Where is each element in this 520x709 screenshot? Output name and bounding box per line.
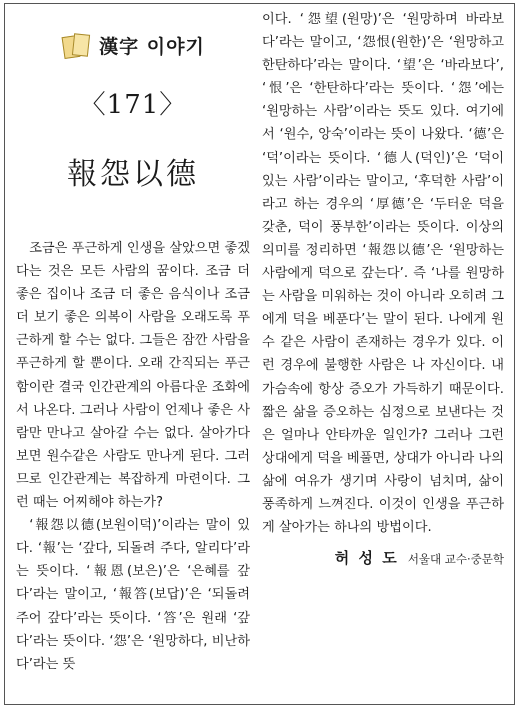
left-column xyxy=(16,14,250,676)
series-title: 漢字 이야기 xyxy=(99,35,205,58)
books-icon xyxy=(61,32,91,58)
author-affiliation: 서울대 교수·중문학 xyxy=(407,552,504,567)
body-text-left xyxy=(16,237,250,676)
author-name: 허 성 도 xyxy=(334,549,399,568)
right-column xyxy=(262,8,504,568)
paragraph-2-continued: 이다. ‘怨望(원망)’은 ‘원망하며 바라보다’라는 말이고, ‘怨恨(원한)’은 ‘원망하고 한탄하다’라는 말이다. ‘望’은 ‘바라보다’, ‘恨’은 ‘한탄하다’라는 뜻이다. ‘怨’에는 ‘원망하는 사람’이라는 뜻도 있다. 여기에서 ‘원수, 앙숙’이라는 뜻이 나왔다. ‘德’은 ‘덕’이라는 뜻이다. ‘德人(덕인)’은 ‘덕이 있는 사람’이라는 말이고, ‘후덕한 사람’이라고 하는 경우의 ‘厚德’은 ‘두터운 덕을 갖춘, 덕이 풍부한’이라는 뜻이다. 이상의 의미를 정리하면 ‘報怨以德’은 ‘원망하는 사람에게 덕으로 갚는다’. 즉 ‘나를 원망하는 사람을 미워하는 것이 아니라 오히려 그에게 덕을 베푼다’는 말이 된다. 나에게 원수 같은 사람이 존재하는 경우가 있다. 이런 경우에 불행한 사람은 나 자신이다. 내 가슴속에 항상 증오가 가득하기 때문이다. 짧은 삶을 증오하는 심정으로 보낸다는 것은 얼마나 안타까운 일인가? 그러나 그런 상대에게 덕을 베풀면, 상대가 아니라 나의 삶에 여유가 생기며 사랑이 넘치며, 삶이 풍족하게 느껴진다. 이것이 인생을 푸근하게 살아가는 하나의 방법이다. xyxy=(262,12,504,536)
issue-number: 〈171〉 xyxy=(79,90,187,120)
body-text-right xyxy=(262,8,504,539)
paragraph-2-start: ‘報怨以德(보원이덕)’이라는 말이 있다. ‘報’는 ‘갚다, 되돌려 주다, 알리다’라는 뜻이다. ‘報恩(보은)’은 ‘은혜를 갚다’라는 말이고, ‘報答(보답)’은 ‘되돌려 주어 갚다’라는 뜻이다. ‘答’은 원래 ‘갚다’라는 뜻이다. ‘怨’은 ‘원망하다, 비난하다’라는 뜻 xyxy=(16,518,250,672)
article-title: 報怨以德 xyxy=(67,157,199,192)
column-header xyxy=(16,28,250,62)
paragraph-1: 조금은 푸근하게 인생을 살았으면 좋겠다는 것은 모든 사람의 꿈이다. 조금 더 좋은 집이나 조금 더 좋은 음식이나 조금 더 보기 좋은 의복이 사람을 오래도록 푸근하게 할 수는 없다. 그들은 잠깐 사람을 푸근하게 할 뿐이다. 오래 간직되는 푸근함이란 결국 인간관계의 아름다운 조화에서 나온다. 그러나 사람이 언제나 좋은 사람만 만나고 살아갈 수는 없다. 살아가다 보면 원수같은 사람도 만나게 된다. 그러므로 인간관계는 복잡하게 마련이다. 그런 때는 어찌해야 하는가? xyxy=(16,241,250,511)
byline xyxy=(262,547,504,568)
